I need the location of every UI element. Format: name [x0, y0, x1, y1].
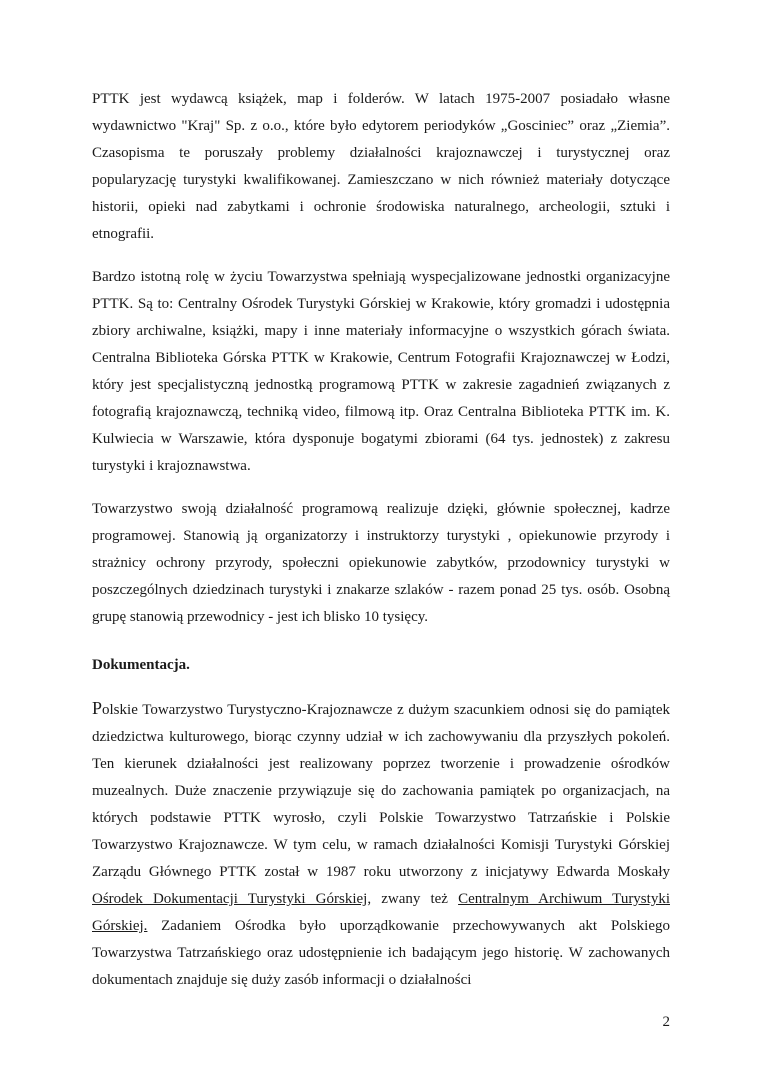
paragraph-documentation-part3: Zadaniem Ośrodka było uporządkowanie przechowywanych akt Polskiego Towarzystwa Tatrzańskiego oraz udostępnienie ich badającym jego historię. W zachowanych dokumentach znajduje się duży zasób informacji o działalności: [92, 918, 670, 988]
link-centralne-archiwum[interactable]: Centralnym Archiwum Turystyki Górskiej.: [92, 891, 670, 934]
paragraph-staff: Towarzystwo swoją działalność programową realizuje dzięki, głównie społecznej, kadrze programowej. Stanowią ją organizatorzy i instruktorzy turystyki , opiekunowie przyrody i strażnicy ochrony przyrody, społeczni opiekunowie zabytków, przodownicy turystyki w poszczególnych dziedzinach turystyki i znakarze szlaków - razem ponad 25 tys. osób. Osobną grupę stanowią przewodnicy - jest ich blisko 10 tysięcy.: [92, 501, 670, 625]
paragraph-publishing: PTTK jest wydawcą książek, map i folderów. W latach 1975-2007 posiadało własne wydawnictwo "Kraj" Sp. z o.o., które było edytorem periodyków „Gosciniec” oraz „Ziemia”. Czasopisma te poruszały problemy działalności krajoznawczej i turystycznej oraz popularyzację turystyki kwalifikowanej. Zamieszczano w nich również materiały dotyczące historii, opieki nad zabytkami i ochronie środowiska naturalnego, archeologii, sztuki i etnografii.: [92, 91, 670, 242]
initial-letter: P: [92, 698, 103, 718]
link-osrodek-dokumentacji[interactable]: Ośrodek Dokumentacji Turystyki Górskiej: [92, 891, 368, 907]
section-heading: Dokumentacja.: [92, 657, 190, 673]
paragraph-units: Bardzo istotną rolę w życiu Towarzystwa spełniają wyspecjalizowane jednostki organizacyjne PTTK. Są to: Centralny Ośrodek Turystyki Górskiej w Krakowie, który gromadzi i udostępnia zbiory archiwalne, książki, mapy i inne materiały informacyjne o wszystkich górach świata. Centralna Biblioteka Górska PTTK w Krakowie, Centrum Fotografii Krajoznawczej w Łodzi, który jest specjalistyczną jednostką programową PTTK w zakresie zagadnień związanych z fotografią krajoznawczą, techniką video, filmową itp. Oraz Centralna Biblioteka PTTK im. K. Kulwiecia w Warszawie, która dysponuje bogatymi zbiorami (64 tys. jednostek) z zakresu turystyki i krajoznawstwa.: [92, 269, 670, 474]
paragraph-documentation-part2: , zwany też: [367, 891, 459, 907]
paragraph-documentation: [92, 695, 670, 994]
body-text: [92, 86, 670, 994]
page-number: 2: [662, 1014, 670, 1030]
paragraph-documentation-part1: olskie Towarzystwo Turystyczno-Krajoznawcze z dużym szacunkiem odnosi się do pamiątek dziedzictwa kulturowego, biorąc czynny udział w ich zachowywaniu dla przyszłych pokoleń. Ten kierunek działalności jest realizowany poprzez tworzenie i prowadzenie ośrodków muzealnych. Duże znaczenie przywiązuje się do zachowania pamiątek po organizacjach, na których podstawie PTTK wyrosło, czyli Polskie Towarzystwo Tatrzańskie i Polskie Towarzystwo Krajoznawcze. W tym celu, w ramach działalności Komisji Turystyki Górskiej Zarządu Głównego PTTK został w 1987 roku utworzony z inicjatywy Edwarda Moskały: [92, 702, 670, 880]
